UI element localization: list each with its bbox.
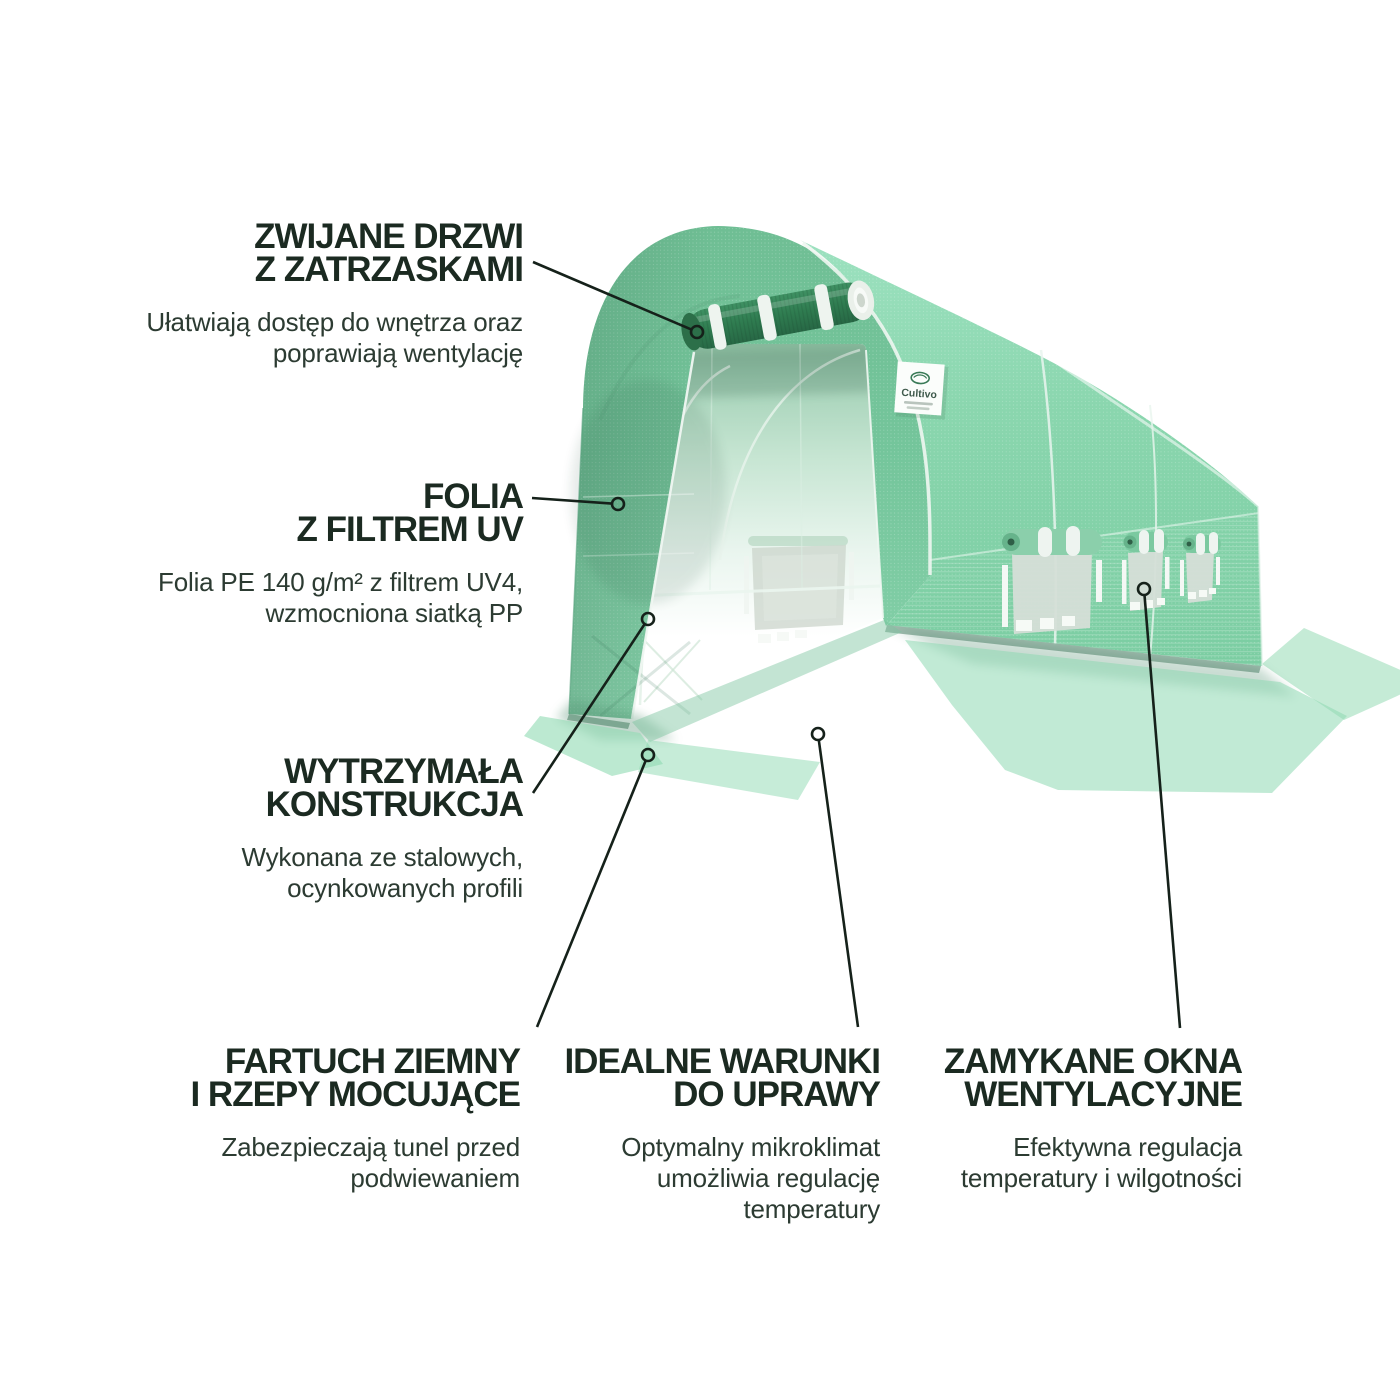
- callout-dot-growing-conditions: [812, 728, 824, 740]
- callout-description: Optymalny mikroklimat umożliwia regulację temperatury: [621, 1132, 880, 1224]
- callout-title: ZAMYKANE OKNA WENTYLACYJNE: [943, 1042, 1242, 1114]
- callout-description: Efektywna regulacja temperatury i wilgotności: [960, 1132, 1242, 1193]
- callout-description: Wykonana ze stalowych, ocynkowanych profili: [241, 842, 523, 903]
- callout-title: FARTUCH ZIEMNY I RZEPY MOCUJĄCE: [190, 1042, 520, 1114]
- callout-steel-frame: [241, 752, 524, 904]
- door-roll-shadow: [672, 348, 874, 398]
- callout-ground-skirt: [190, 1042, 520, 1194]
- callout-title: WYTRZYMAŁA KONSTRUKCJA: [265, 752, 523, 824]
- callout-line-ground-skirt: [537, 761, 646, 1027]
- callout-uv-film: [158, 477, 523, 629]
- callout-growing-conditions: [564, 1042, 880, 1225]
- callout-title: IDEALNE WARUNKI DO UPRAWY: [564, 1042, 880, 1114]
- callout-description: Ułatwiają dostęp do wnętrza oraz poprawiają wentylację: [146, 307, 523, 368]
- callout-vent-windows: [943, 1042, 1242, 1194]
- side-window-1: [1002, 526, 1102, 634]
- callout-rollup-door: [146, 217, 523, 369]
- callout-description: Zabezpieczają tunel przed podwiewaniem: [221, 1132, 520, 1193]
- cultivo-label: [894, 361, 949, 419]
- cultivo-label-text: Cultivo: [900, 386, 938, 402]
- window-roller-tube: [1002, 526, 1102, 557]
- callout-description: Folia PE 140 g/m² z filtrem UV4, wzmocniona siatką PP: [158, 567, 523, 628]
- callout-title: ZWIJANE DRZWI Z ZATRZASKAMI: [254, 217, 523, 289]
- callout-line-growing-conditions: [819, 740, 858, 1027]
- callout-title: FOLIA Z FILTREM UV: [296, 477, 523, 549]
